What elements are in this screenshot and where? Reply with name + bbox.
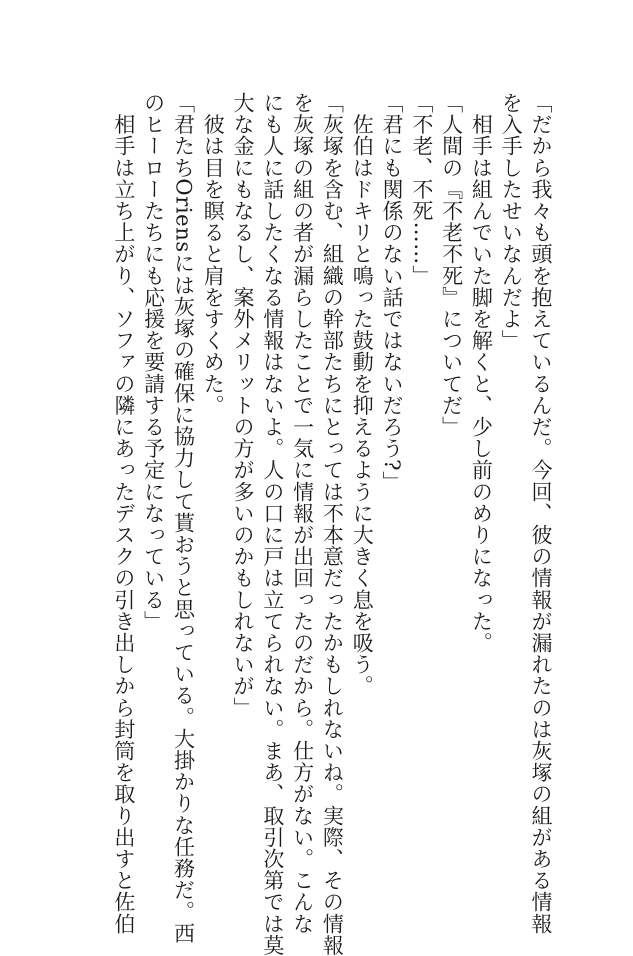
text-line: 「灰塚を含む、組織の幹部たちにとっては不本意だったかもしれないね。実際、その情報: [320, 92, 345, 956]
text-line: 「不老、不死……」: [409, 92, 434, 287]
text-line: 彼は目を瞑ると肩をすくめた。: [201, 92, 226, 416]
text-line: を入手したせいなんだよ」: [499, 92, 524, 352]
text-line: 相手は立ち上がり、ソファの隣にあったデスクの引き出しから封筒を取り出すと佐伯: [111, 92, 136, 935]
text-line: を灰塚の組の者が漏らしたことで一気に情報が出回ったのだから。仕方がない。こんな: [290, 92, 315, 935]
text-line: 大な金にもなるし、案外メリットの方が多いのかもしれないが」: [231, 92, 256, 719]
text-line: 佐伯はドキリと鳴った鼓動を抑えるように大きく息を吸う。: [350, 92, 375, 697]
text-line: にも人に話したくなる情報はないよ。人の口に戸は立てられない。まあ、取引次第では莫: [260, 92, 285, 956]
text-line: 「だから我々も頭を抱えているんだ。今回、彼の情報が漏れたのは灰塚の組がある情報: [529, 92, 553, 935]
text-line: 「君にも関係のない話ではないだろう?」: [380, 92, 405, 493]
vertical-text-body: [77, 92, 555, 956]
text-line: 「君たちOriensには灰塚の確保に協力して貰おうと思っている。大掛かりな任務だ。西: [171, 92, 196, 944]
text-line: のヒーローたちにも応援を要請する予定になっている」: [141, 92, 166, 632]
text-line: 相手は組んでいた脚を解くと、少し前のめりになった。: [469, 92, 494, 654]
text-line: 「人間の『不老不死』についてだ」: [439, 92, 464, 438]
